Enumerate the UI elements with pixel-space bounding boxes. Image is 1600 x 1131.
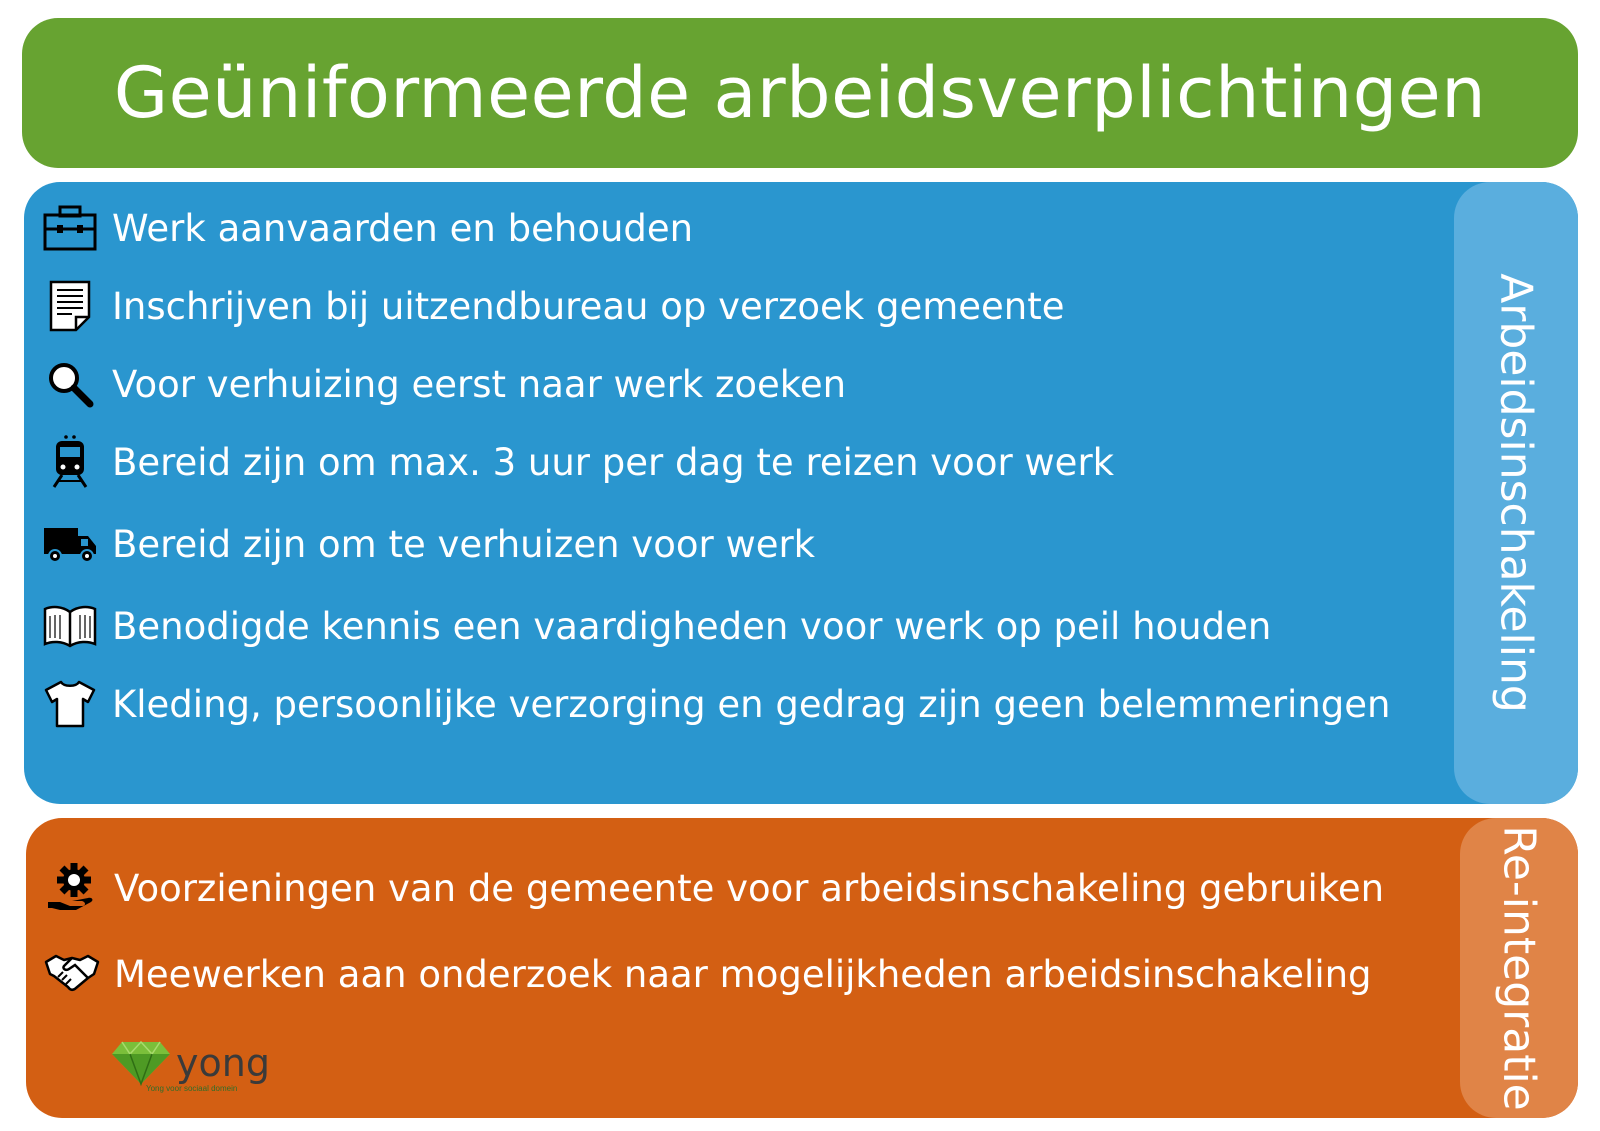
item-text: Bereid zijn om te verhuizen voor werk [112,522,816,566]
yong-logo [110,1040,270,1093]
item-text: Voorzieningen van de gemeente voor arbeidsinschakeling gebruiken [114,866,1385,910]
item-text: Werk aanvaarden en behouden [112,206,694,250]
logo-tagline: Yong voor sociaal domein [146,1084,238,1093]
section-side-tab [1460,818,1578,1118]
tshirt-icon [42,676,98,732]
list-item [42,432,1114,492]
briefcase-icon [42,200,98,256]
section-side-tab [1454,182,1578,804]
page-title: Geüniformeerde arbeidsverplichtingen [113,52,1487,134]
document-icon [42,278,98,334]
magnifier-icon [42,356,98,412]
gear-hand-icon [44,860,100,916]
item-text: Kleding, persoonlijke verzorging en gedrag zijn geen belemmeringen [112,682,1391,726]
list-item [44,858,1384,918]
item-text: Meewerken aan onderzoek naar mogelijkheden arbeidsinschakeling [114,952,1372,996]
section-label: Re-integratie [1493,825,1545,1111]
item-text: Bereid zijn om max. 3 uur per dag te reizen voor werk [112,440,1115,484]
item-text: Inschrijven bij uitzendbureau op verzoek gemeente [112,284,1065,328]
list-item [42,198,693,258]
section-reintegratie [26,818,1578,1118]
item-text: Voor verhuizing eerst naar werk zoeken [112,362,847,406]
list-item [42,514,815,574]
item-text: Benodigde kennis een vaardigheden voor werk op peil houden [112,604,1272,648]
train-icon [42,434,98,490]
list-item [44,944,1372,1004]
list-item [42,276,1065,336]
gem-icon [110,1040,172,1086]
list-item [42,354,846,414]
open-book-icon [42,598,98,654]
list-item [42,674,1390,734]
handshake-icon [44,946,100,1002]
list-item [42,596,1271,656]
truck-icon [42,516,98,572]
title-banner [22,18,1578,168]
section-arbeidsinschakeling [24,182,1578,804]
section-label: Arbeidsinschakeling [1490,273,1542,713]
logo-word: yong [176,1041,270,1085]
